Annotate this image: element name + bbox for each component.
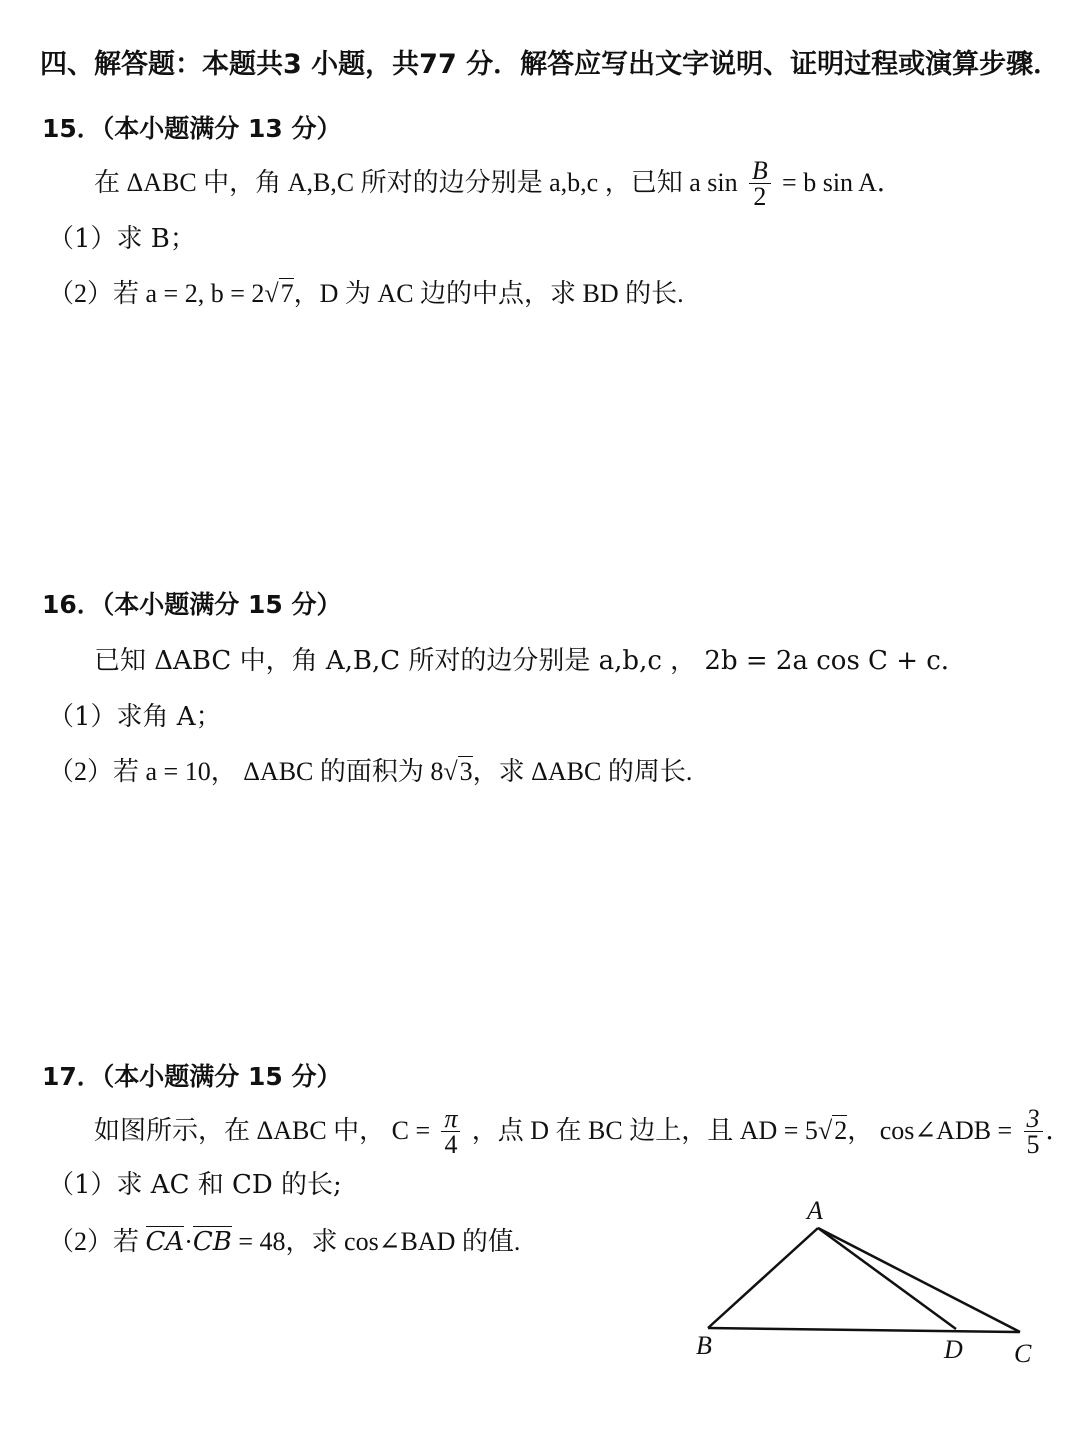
triangle-figure (690, 1195, 1040, 1375)
q16-sqrt: √3 (443, 757, 473, 786)
q17-part2-b: = 48，求 cos∠BAD 的值. (231, 1227, 521, 1256)
q17-part1: （1）求 AC 和 CD 的长; (48, 1170, 342, 1200)
q17-dot: · (184, 1227, 193, 1256)
q16-part2 (48, 755, 692, 789)
q17-frac2-num: 3 (1024, 1107, 1043, 1132)
side-ac (818, 1228, 1020, 1332)
q17-sqrt: √2 (817, 1116, 848, 1145)
segment-ad (818, 1228, 956, 1329)
q16-title: 16．（本小题满分 15 分） (42, 590, 342, 619)
q17-stem (94, 1105, 1072, 1158)
q17-frac2-den: 5 (1026, 1129, 1040, 1159)
q16-part1: （1）求角 A； (48, 702, 222, 732)
q16-part2-a: （2）若 a = 10， ΔABC 的面积为 8 (48, 757, 444, 786)
label-a: A (807, 1196, 823, 1225)
q17-stem-a: 如图所示，在 ΔABC 中， C = (94, 1116, 431, 1145)
q17-part2-a: （2）若 (48, 1227, 146, 1256)
q16-part2-b: ，求 ΔABC 的周长. (472, 757, 693, 786)
q17-vector-ca: CA (145, 1227, 185, 1257)
label-b: B (696, 1331, 712, 1360)
side-bc (708, 1328, 1020, 1332)
label-d: D (944, 1335, 963, 1364)
q17-frac-cos (1024, 1103, 1043, 1159)
q17-frac1-num: π (441, 1107, 460, 1132)
q15-fraction (749, 155, 771, 211)
q15-frac-den: 2 (753, 181, 767, 211)
q16-stem: 已知 ΔABC 中，角 A,B,C 所对的边分别是 a,b,c ， 2b = 2a cos C + c． (94, 646, 967, 676)
q17-stem-b: ，点 D 在 BC 边上，且 AD = 5 (471, 1116, 818, 1145)
q15-part1: （1）求 B； (48, 224, 196, 254)
section-heading: 四、解答题：本题共3 小题，共77 分．解答应写出文字说明、证明过程或演算步骤． (40, 49, 1061, 80)
q15-stem-b: = b sin A． (782, 168, 903, 197)
q15-stem (94, 155, 903, 211)
q15-stem-a: 在 ΔABC 中，角 A,B,C 所对的边分别是 a,b,c ，已知 a sin (94, 168, 738, 197)
q15-part2-a: （2）若 a = 2, b = 2 (48, 279, 265, 308)
q17-frac-pi (441, 1103, 460, 1159)
label-c: C (1014, 1339, 1032, 1368)
q15-part2 (48, 277, 684, 311)
q17-title: 17．（本小题满分 15 分） (42, 1062, 342, 1091)
side-ab (708, 1228, 818, 1328)
q17-vector-cb: CB (192, 1227, 232, 1257)
q15-part2-b: ，D 为 AC 边的中点，求 BD 的长. (293, 279, 684, 308)
q15-title: 15．（本小题满分 13 分） (42, 114, 342, 143)
q17-stem-c: ， cos∠ADB = (847, 1116, 1013, 1145)
q17-stem-d: ． (1045, 1116, 1072, 1145)
q17-part2 (48, 1225, 520, 1259)
q15-sqrt: √7 (264, 279, 294, 308)
q15-frac-num: B (749, 159, 771, 184)
q17-frac1-den: 4 (444, 1129, 458, 1159)
